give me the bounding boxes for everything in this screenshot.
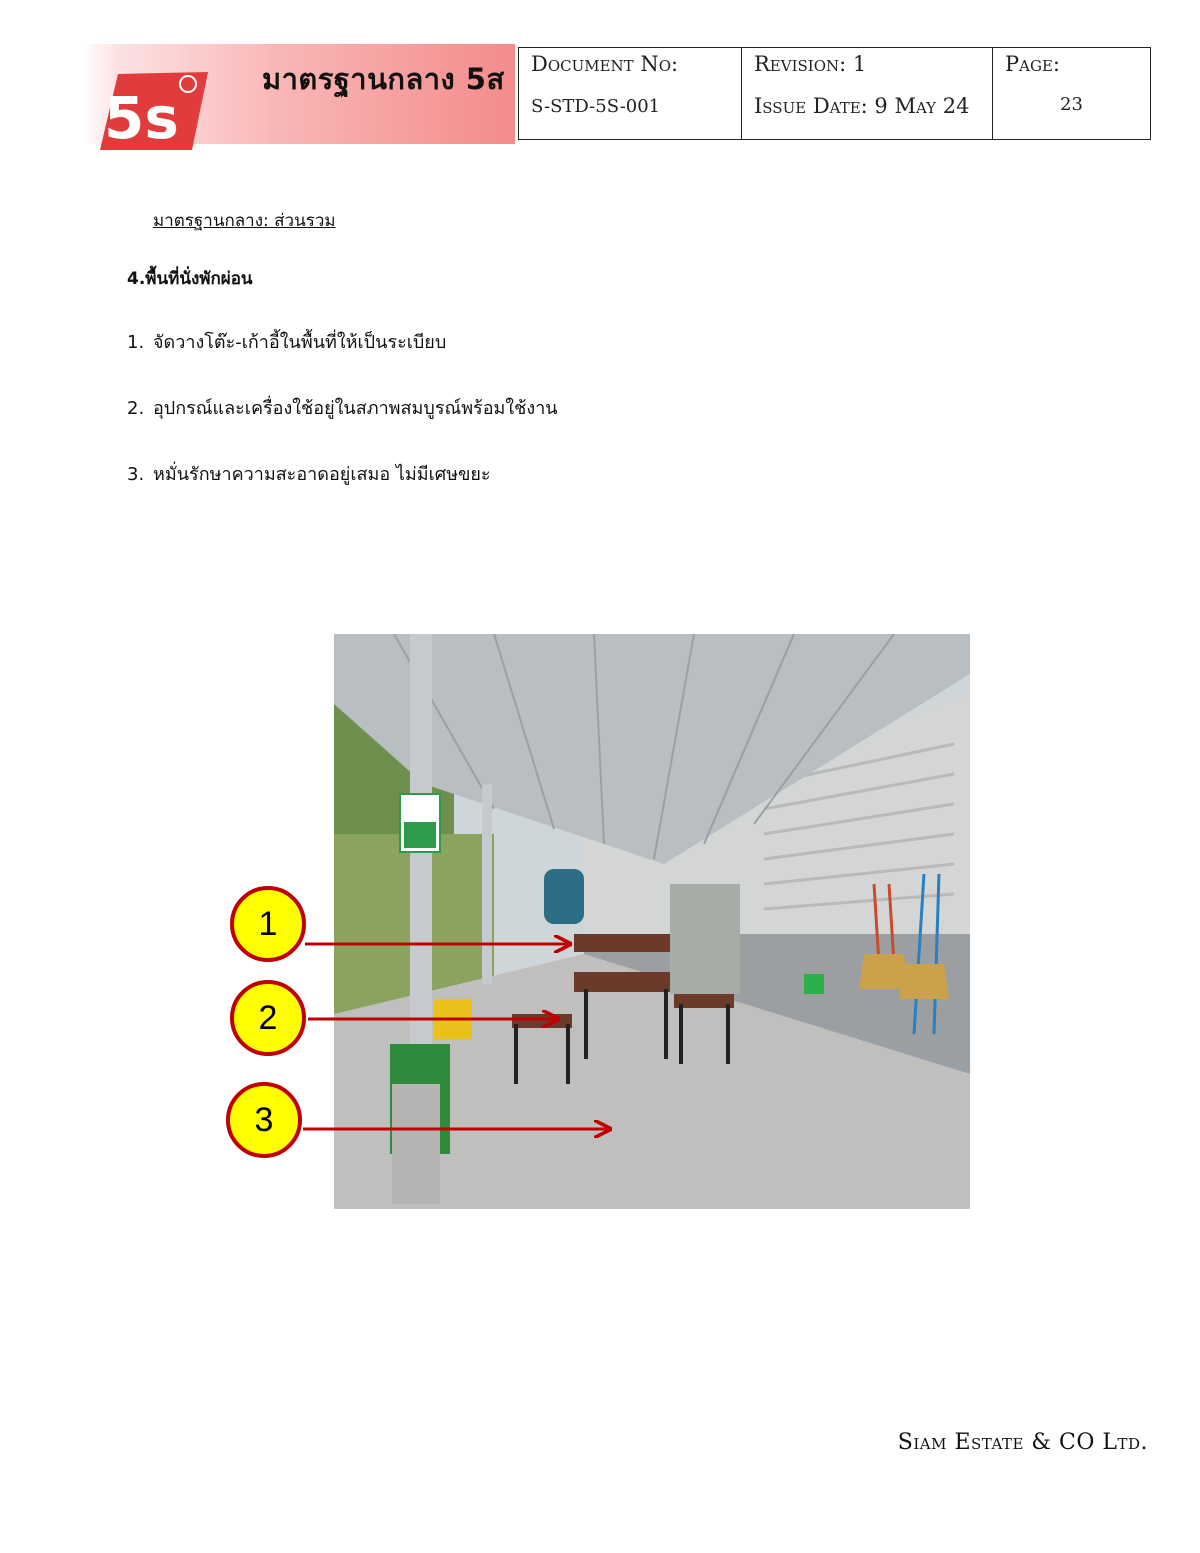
brand-title: มาตรฐานกลาง 5ส xyxy=(262,62,505,96)
page-number: 23 xyxy=(1060,94,1083,115)
callout-3: 3 xyxy=(226,1082,302,1158)
list-item-text: หมั่นรักษาความสะอาดอยู่เสมอ ไม่มีเศษขยะ xyxy=(153,464,491,485)
list-item-text: อุปกรณ์และเครื่องใช้อยู่ในสภาพสมบูรณ์พร้อมใช้งาน xyxy=(153,398,558,419)
document-no-label: Document No: xyxy=(531,52,679,76)
section-link[interactable]: มาตรฐานกลาง: ส่วนรวม xyxy=(153,211,336,231)
document-no-value: S-STD-5S-001 xyxy=(531,96,661,117)
issue-date-label: Issue Date: 9 May 24 xyxy=(754,94,970,118)
svg-text:5s: 5s xyxy=(104,84,179,150)
list-item-number: 1. xyxy=(127,332,145,353)
callout-2: 2 xyxy=(230,980,306,1056)
section-heading: 4.พื้นที่นั่งพักผ่อน xyxy=(127,269,253,289)
callout-1: 1 xyxy=(230,886,306,962)
footer-company: Siam Estate & CO Ltd. xyxy=(897,1430,1148,1455)
page-label: Page: xyxy=(1005,52,1060,76)
list-item-number: 3. xyxy=(127,464,145,485)
list-item-text: จัดวางโต๊ะ-เก้าอี้ในพื้นที่ให้เป็นระเบียบ xyxy=(153,332,447,353)
list-item-number: 2. xyxy=(127,398,145,419)
revision-label: Revision: 1 xyxy=(754,52,867,76)
